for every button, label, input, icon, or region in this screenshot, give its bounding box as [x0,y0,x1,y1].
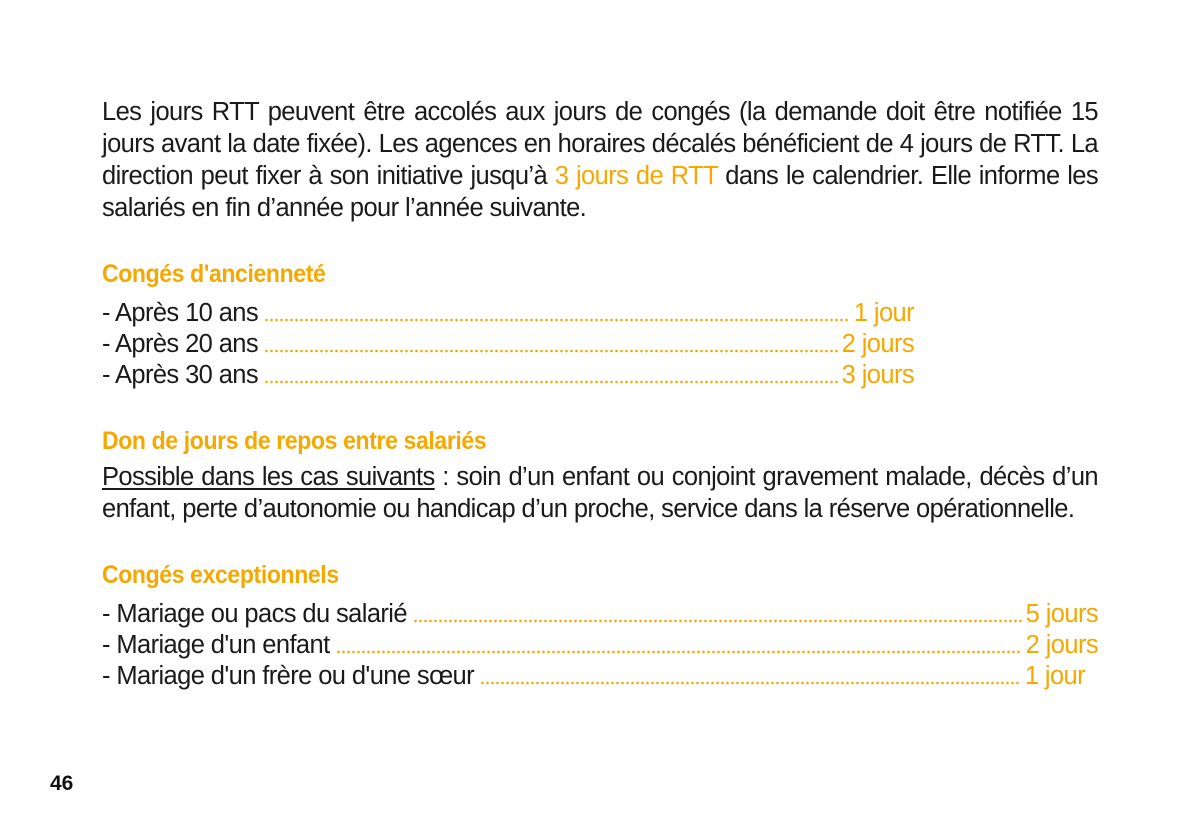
list-item-value: 1 jour [1024,662,1085,690]
don-underlined-text: Possible dans les cas suivants [102,463,435,491]
list-item [102,599,1098,630]
list-item-label: - Mariage d'un frère ou d'une sœur [102,662,475,690]
rtt-highlight: 3 jours de RTT [554,162,718,190]
list-item [102,661,1085,692]
anciennete-list [102,298,914,391]
don-heading: Don de jours de repos entre salariés [102,427,487,455]
list-item [102,329,914,360]
list-item-label: - Après 10 ans [102,299,259,327]
list-item-value: 3 jours [841,361,914,389]
exceptionnels-heading: Congés exceptionnels [102,561,339,589]
list-item [102,630,1098,661]
don-text: : soin d’un enfant ou conjoint gravement malade, décès d’un enfant, perte d’autonomie ou handicap d’un proche, service dans la réserve opérationnelle. [102,463,1098,523]
dot-leader [264,349,838,353]
list-item-value: 5 jours [1025,600,1098,628]
list-item-label: - Mariage d'un enfant [102,631,330,659]
exceptionnels-list [102,599,1098,692]
list-item [102,360,914,391]
list-item-label: - Après 30 ans [102,361,259,389]
dot-leader [413,619,1022,623]
list-item-value: 2 jours [1025,631,1098,659]
list-item-label: - Mariage ou pacs du salarié [102,600,407,628]
list-item-value: 2 jours [841,330,914,358]
list-item-label: - Après 20 ans [102,330,259,358]
rtt-text-part2: dans le calendrier. Elle informe les salariés en fin d’année pour l’année suivante. [102,162,1098,222]
document-content [102,96,1098,692]
dot-leader [336,650,1022,654]
anciennete-heading: Congés d'ancienneté [102,260,326,288]
dot-leader [480,681,1021,685]
don-paragraph [102,461,1098,525]
list-item-value: 1 jour [853,299,914,327]
dot-leader [264,318,850,322]
list-item [102,298,914,329]
rtt-paragraph [102,96,1098,224]
page-number: 46 [50,772,74,795]
rtt-text-part1: Les jours RTT peuvent être accolés aux jours de congés (la demande doit être notifiée 15 jours avant la date fixée). Les agences en horaires décalés bénéficient de 4 jours de RTT. La direction peut fixer à son initiative jusqu’à [102,98,1098,190]
dot-leader [264,380,838,384]
